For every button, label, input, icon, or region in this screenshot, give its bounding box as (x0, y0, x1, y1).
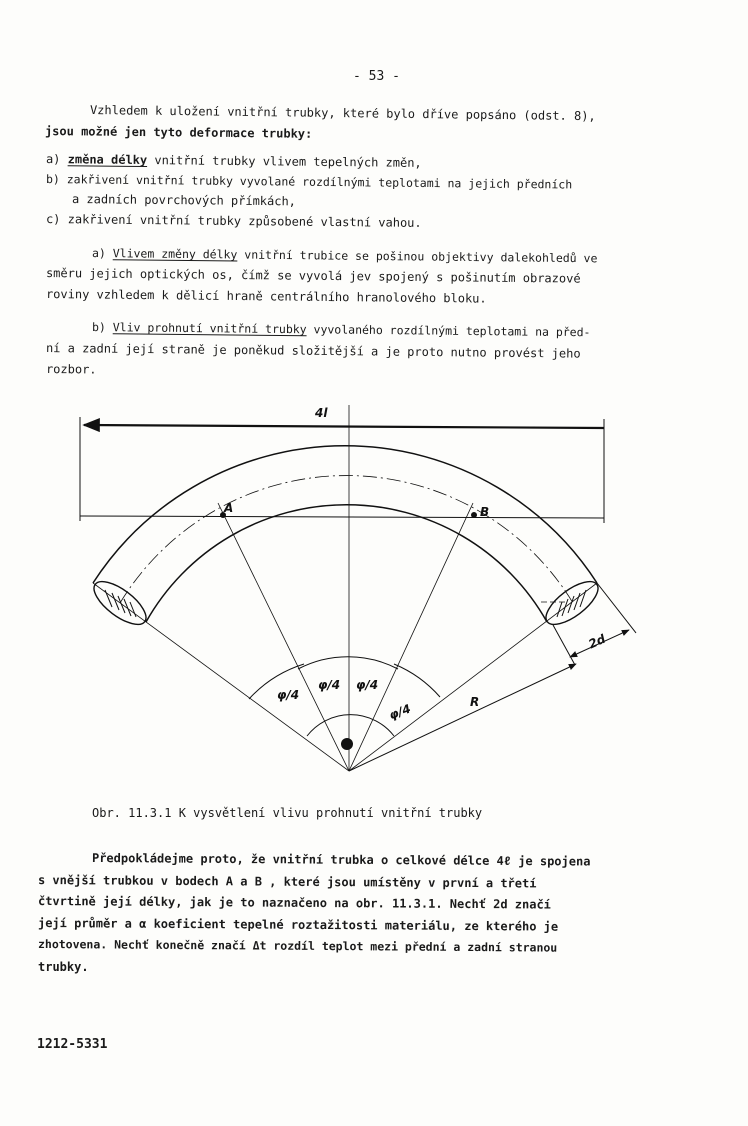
closing-line-5: zhotovena. Nechť konečně značí Δt rozdíl teplot mezi přední a zadní stranou (37, 937, 558, 955)
paragraph-b-line-1 (92, 320, 591, 339)
list-item-a-prefix: a) (45, 152, 68, 167)
radial-line-right-end (349, 583, 597, 771)
radius-line (349, 664, 576, 771)
paragraph-a-line-1 (92, 246, 598, 265)
figure-tube-bending (0, 395, 748, 815)
radius-label: R (470, 695, 480, 709)
list-item-a-text: vnitřní trubky vlivem tepelných změn, (147, 153, 422, 170)
dimension-line-4l (84, 425, 604, 428)
paragraph-a-text: vnitřní trubice se pošinou objektivy dalekohledů ve (237, 247, 598, 266)
dimension-label-4l: 4l (315, 406, 328, 420)
point-label-a: A (224, 501, 234, 515)
angle-symbol-total (341, 738, 353, 750)
diameter-extension-outer (597, 583, 636, 633)
closing-line-3: čtvrtině její délky, jak je to naznačeno na obr. 11.3.1. Nechť 2d značí (37, 894, 551, 912)
intro-line-1: Vzhledem k uložení vnitřní trubky, které bylo dříve popsáno (odst. 8), (89, 103, 596, 124)
horizontal-chord-line (80, 516, 604, 518)
angle-arc-3 (394, 664, 440, 697)
list-item-a (46, 152, 422, 170)
paragraph-a-line-2: směru jejich optických os, čímž se vyvolá jev spojený s pošinutím obrazové (45, 266, 581, 286)
paragraph-b-line-2: ní a zadní její straně je poněkud složitější a je proto nutno provést jeho (45, 341, 581, 361)
paragraph-b-text: vyvolaného rozdílnými teplotami na před- (306, 322, 591, 340)
paragraph-a-prefix: a) (91, 246, 113, 261)
closing-line-1: Předpokládejme proto, že vnitřní trubka o celkové délce 4ℓ je spojena (91, 851, 591, 869)
list-item-c: c) zakřivení vnitřní trubky způsobené vlastní vahou. (45, 212, 422, 230)
radial-line-left-end (93, 583, 349, 771)
list-item-b-line-1: b) zakřivení vnitřní trubky vyvolané rozdílnými teplotami na jejich předních (45, 172, 573, 192)
closing-line-6: trubky. (38, 960, 89, 974)
page-number: - 53 - (353, 69, 400, 84)
intro-line-2: jsou možné jen tyto deformace trubky: (44, 124, 313, 141)
figure-svg (0, 395, 748, 815)
angle-label-2: φ/4 (318, 678, 341, 692)
closing-line-2: s vnější trubkou v bodech A a B , které jsou umístěny v první a třetí (37, 873, 537, 891)
list-item-a-underlined: změna délky (67, 152, 148, 168)
angle-label-1: φ/4 (277, 688, 300, 702)
radial-line-point-a (218, 503, 349, 771)
paragraph-b-prefix: b) (91, 320, 113, 335)
closing-line-4: její průměr a α koeficient tepelné roztažitosti materiálu, ze kterého je (37, 916, 559, 934)
radial-line-point-b (349, 503, 473, 771)
angle-label-4: φ/4 (387, 701, 413, 723)
tube-outer-arc (93, 446, 597, 583)
paragraph-a-line-3: roviny vzhledem k dělicí hraně centrálního hranolového bloku. (45, 287, 487, 306)
document-code: 1212-5331 (37, 1037, 108, 1052)
list-item-b-line-2: a zadních povrchových přímkách, (71, 192, 297, 209)
paragraph-b-underlined: Vliv prohnutí vnitřní trubky (112, 320, 307, 337)
angle-arc-2 (298, 657, 398, 669)
angle-arc-total (307, 715, 394, 736)
tube-center-line (120, 476, 573, 603)
angle-label-3: φ/4 (356, 678, 379, 692)
paragraph-a-underlined: Vlivem změny délky (112, 246, 238, 262)
point-b-marker (471, 512, 477, 518)
tube-inner-arc (146, 505, 547, 622)
paragraph-b-line-3: rozbor. (45, 362, 97, 377)
point-label-b: B (480, 505, 490, 519)
figure-caption: Obr. 11.3.1 K vysvětlení vlivu prohnutí vnitřní trubky (92, 806, 483, 820)
diameter-label: 2d (586, 631, 608, 652)
diameter-extension-inner (553, 625, 575, 665)
